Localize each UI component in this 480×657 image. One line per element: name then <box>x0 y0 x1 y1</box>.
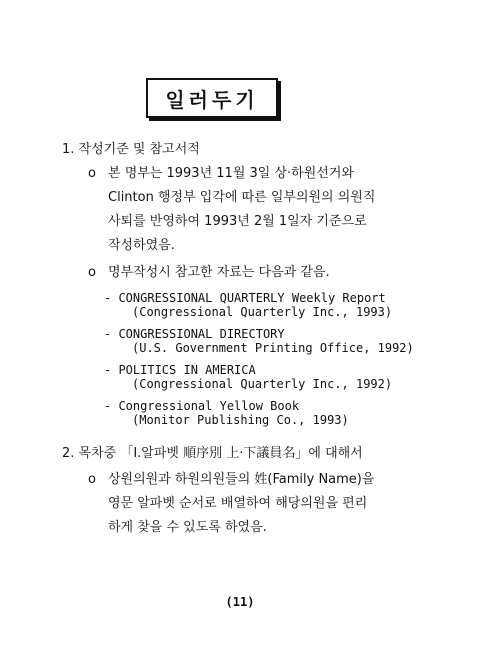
reference-1-title: - CONGRESSIONAL QUARTERLY Weekly Report <box>104 291 386 305</box>
reference-2-title: - CONGRESSIONAL DIRECTORY <box>104 327 285 341</box>
section-1-bullet-1-line-1 <box>88 166 354 182</box>
bullet-text: 상원의원과 하원의원들의 姓(Family Name)을 <box>108 472 375 487</box>
reference-2-publisher: (U.S. Government Printing Office, 1992) <box>132 341 414 355</box>
reference-4-title: - Congressional Yellow Book <box>104 399 300 413</box>
bullet-marker: o <box>88 166 96 181</box>
bullet-text: 본 명부는 1993년 11월 3일 상·하원선거와 <box>108 166 354 181</box>
section-2-bullet-1-line-2: 영문 알파벳 순서로 배열하여 해당의원을 편리 <box>108 496 368 511</box>
section-1-heading: 1. 작성기준 및 참고서적 <box>62 142 200 157</box>
reference-3-publisher: (Congressional Quarterly Inc., 1992) <box>132 377 393 391</box>
bullet-marker: o <box>88 265 96 280</box>
section-1-bullet-2 <box>88 265 330 281</box>
section-1-bullet-1-line-3: 사퇴를 반영하여 1993년 2월 1일자 기준으로 <box>108 214 367 229</box>
section-1-bullet-1-line-2: Clinton 행정부 입각에 따른 일부의원의 의원직 <box>108 190 376 205</box>
title-box <box>146 78 278 118</box>
section-1-bullet-1-line-4: 작성하였음. <box>108 238 175 253</box>
section-2-bullet-1-line-1 <box>88 472 374 488</box>
reference-1-publisher: (Congressional Quarterly Inc., 1993) <box>132 305 393 319</box>
reference-4-publisher: (Monitor Publishing Co., 1993) <box>132 413 349 427</box>
page-number: (11) <box>225 595 255 609</box>
page-title: 일러두기 <box>165 87 259 112</box>
section-2-heading: 2. 목차중 「Ⅰ.알파벳 順序別 上·下議員名」에 대해서 <box>62 446 363 461</box>
bullet-marker: o <box>88 472 96 487</box>
bullet-text: 명부작성시 참고한 자료는 다음과 같음. <box>108 265 330 280</box>
section-2-bullet-1-line-3: 하게 찾을 수 있도록 하였음. <box>108 520 267 535</box>
reference-3-title: - POLITICS IN AMERICA <box>104 363 256 377</box>
